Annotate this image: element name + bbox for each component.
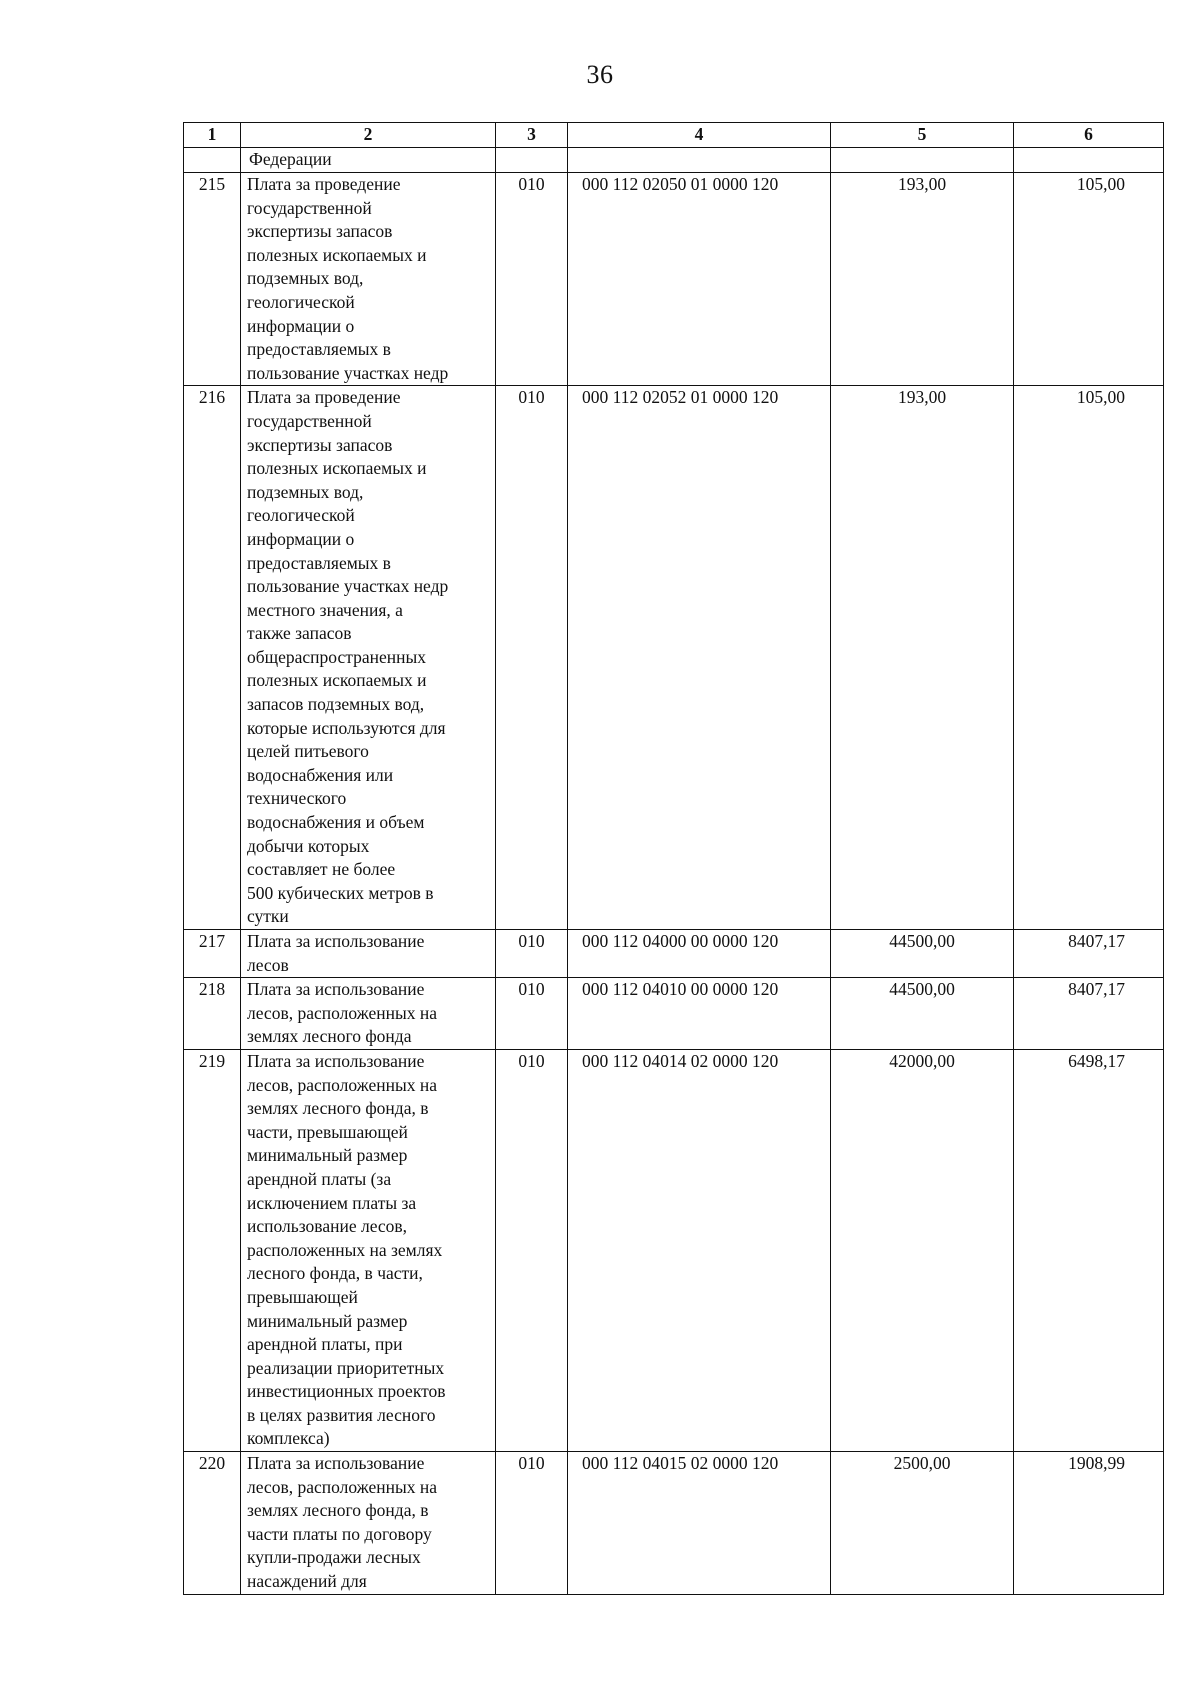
column-number-header-row xyxy=(184,123,1164,148)
row-col6: 8407,17 xyxy=(1014,978,1164,1050)
column-number-header: 1 xyxy=(184,123,241,148)
table-cell xyxy=(568,148,831,173)
row-code: 010 xyxy=(496,930,568,978)
row-number: 218 xyxy=(184,978,241,1050)
table-row xyxy=(184,173,1164,386)
table-cell xyxy=(1014,148,1164,173)
row-number: 219 xyxy=(184,1049,241,1451)
row-col6: 105,00 xyxy=(1014,386,1164,930)
row-col5: 44500,00 xyxy=(831,930,1014,978)
row-kbk: 000 112 04014 02 0000 120 xyxy=(568,1049,831,1451)
column-number-header: 6 xyxy=(1014,123,1164,148)
table-row xyxy=(184,930,1164,978)
row-kbk: 000 112 02050 01 0000 120 xyxy=(568,173,831,386)
row-col5: 193,00 xyxy=(831,386,1014,930)
table-cell xyxy=(496,148,568,173)
row-kbk: 000 112 04010 00 0000 120 xyxy=(568,978,831,1050)
column-number-header: 4 xyxy=(568,123,831,148)
row-kbk: 000 112 04015 02 0000 120 xyxy=(568,1452,831,1595)
row-code: 010 xyxy=(496,386,568,930)
budget-table xyxy=(183,122,1164,1595)
column-number-header: 3 xyxy=(496,123,568,148)
table-cell xyxy=(831,148,1014,173)
column-number-header: 5 xyxy=(831,123,1014,148)
row-name: Плата за использование лесов xyxy=(241,930,496,978)
row-code: 010 xyxy=(496,1452,568,1595)
page-number: 36 xyxy=(586,60,614,89)
row-number: 217 xyxy=(184,930,241,978)
row-name: Плата за проведение государственной экспертизы запасов полезных ископаемых и подземных вод, геологической информации о предоставляемых в пользование участках недр местного значения, а также запасов общераспространенных полезных ископаемых и запасов подземных вод, которые используются для целей питьевого водоснабжения или технического водоснабжения и объем добычи которых составляет не более 500 кубических метров в сутки xyxy=(241,386,496,930)
row-name: Плата за использование лесов, расположенных на землях лесного фонда, в части, превышающей минимальный размер арендной платы (за исключением платы за использование лесов, расположенных на землях лесного фонда, в части, превышающей минимальный размер арендной платы, при реализации приоритетных инвестиционных проектов в целях развития лесного комплекса) xyxy=(241,1049,496,1451)
row-number: 220 xyxy=(184,1452,241,1595)
continuation-row xyxy=(184,148,1164,173)
table-row xyxy=(184,1452,1164,1595)
row-name: Плата за использование лесов, расположенных на землях лесного фонда xyxy=(241,978,496,1050)
table-row xyxy=(184,1049,1164,1451)
row-name: Плата за проведение государственной экспертизы запасов полезных ископаемых и подземных вод, геологической информации о предоставляемых в пользование участках недр xyxy=(241,173,496,386)
row-col5: 2500,00 xyxy=(831,1452,1014,1595)
row-code: 010 xyxy=(496,1049,568,1451)
row-col5: 193,00 xyxy=(831,173,1014,386)
row-kbk: 000 112 02052 01 0000 120 xyxy=(568,386,831,930)
row-code: 010 xyxy=(496,173,568,386)
column-number-header: 2 xyxy=(241,123,496,148)
row-col6: 105,00 xyxy=(1014,173,1164,386)
continuation-text: Федерации xyxy=(241,148,496,173)
row-col5: 42000,00 xyxy=(831,1049,1014,1451)
row-col6: 8407,17 xyxy=(1014,930,1164,978)
row-col6: 1908,99 xyxy=(1014,1452,1164,1595)
row-col5: 44500,00 xyxy=(831,978,1014,1050)
row-code: 010 xyxy=(496,978,568,1050)
table-row xyxy=(184,386,1164,930)
row-col6: 6498,17 xyxy=(1014,1049,1164,1451)
row-name: Плата за использование лесов, расположенных на землях лесного фонда, в части платы по договору купли-продажи лесных насаждений для xyxy=(241,1452,496,1595)
table-row xyxy=(184,978,1164,1050)
row-number: 216 xyxy=(184,386,241,930)
table-cell xyxy=(184,148,241,173)
row-number: 215 xyxy=(184,173,241,386)
row-kbk: 000 112 04000 00 0000 120 xyxy=(568,930,831,978)
